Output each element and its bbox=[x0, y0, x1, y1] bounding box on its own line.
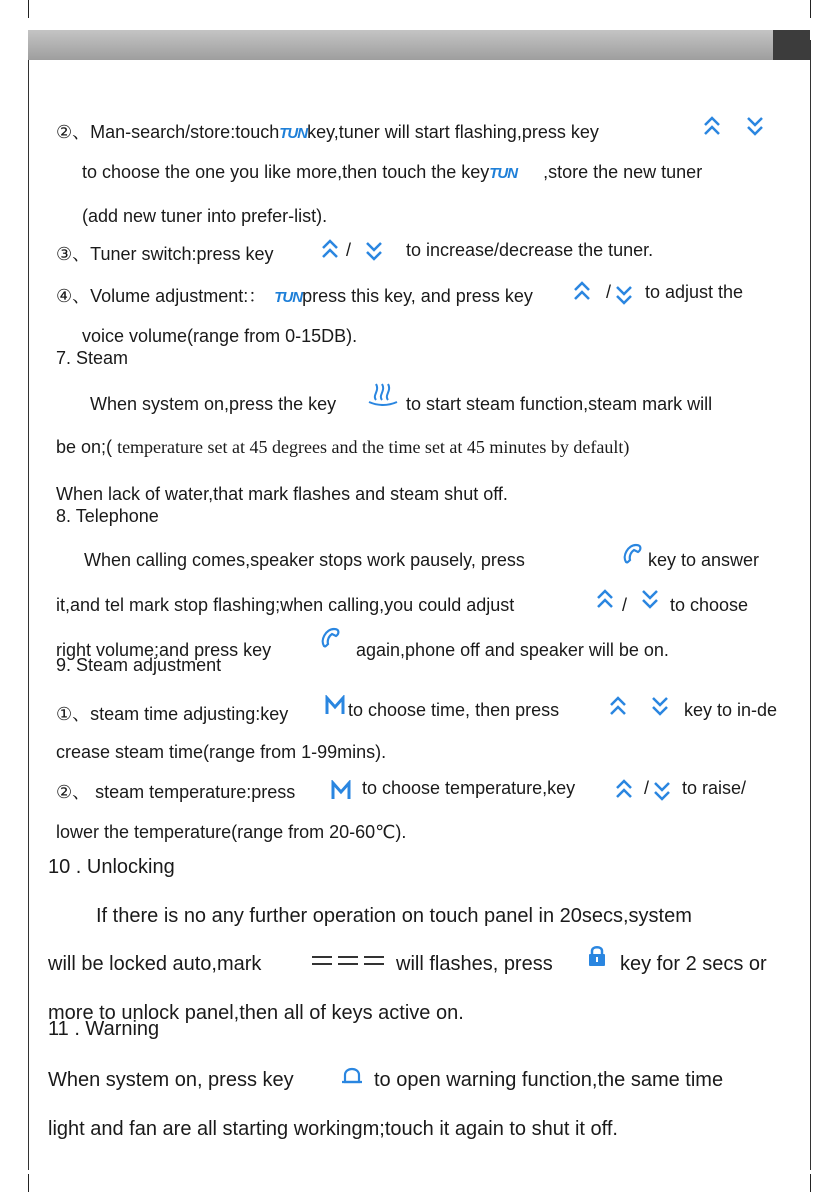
up-arrow-icon bbox=[702, 115, 722, 137]
text-line: lower the temperature(range from 20-60℃). bbox=[56, 822, 407, 842]
text-line: be on;( temperature set at 45 degrees and the time set at 45 minutes by default) bbox=[56, 437, 630, 457]
crop-mark bbox=[810, 1174, 811, 1192]
section-heading: 11 . Warning bbox=[48, 1018, 160, 1040]
text-line: to increase/decrease the tuner. bbox=[406, 240, 654, 260]
text-line: ②、 steam temperature:press bbox=[56, 782, 296, 802]
text-line: key to answer bbox=[648, 550, 760, 570]
text-line: ①、steam time adjusting:key bbox=[56, 704, 289, 724]
up-arrow-icon bbox=[595, 588, 615, 610]
down-arrow-icon bbox=[745, 115, 765, 137]
text-line: to raise/ bbox=[682, 778, 747, 798]
up-arrow-icon bbox=[572, 280, 592, 302]
up-arrow-icon bbox=[614, 778, 634, 800]
down-arrow-icon bbox=[650, 695, 670, 717]
text-line: to choose bbox=[670, 595, 749, 615]
text-line: to open warning function,the same time bbox=[374, 1069, 724, 1091]
text-line: to adjust the bbox=[645, 282, 744, 302]
header-tab bbox=[773, 30, 810, 60]
crop-mark bbox=[810, 0, 811, 18]
down-arrow-icon bbox=[614, 284, 634, 306]
section-heading: 10 . Unlocking bbox=[48, 856, 175, 878]
up-arrow-icon bbox=[320, 238, 340, 260]
section-heading: 7. Steam bbox=[56, 348, 129, 368]
up-arrow-icon bbox=[608, 695, 628, 717]
header-bar bbox=[28, 30, 773, 60]
text-line: again,phone off and speaker will be on. bbox=[356, 640, 669, 660]
text-line: When system on, press key bbox=[48, 1069, 294, 1091]
text-line: will be locked auto,mark bbox=[48, 953, 262, 975]
tun-icon: TUN bbox=[274, 289, 303, 306]
phone-icon bbox=[620, 542, 644, 566]
text-line: to start steam function,steam mark will bbox=[406, 394, 713, 414]
text-line: When lack of water,that mark flashes and steam shut off. bbox=[56, 484, 508, 504]
crop-mark bbox=[28, 1174, 29, 1192]
text-line: more to unlock panel,then all of keys active on. bbox=[48, 1002, 464, 1024]
text-line: ③、Tuner switch:press key bbox=[56, 244, 274, 264]
lock-icon bbox=[586, 944, 608, 968]
tun-icon: TUN bbox=[279, 125, 308, 142]
slash-text: / bbox=[346, 240, 352, 260]
down-arrow-icon bbox=[364, 240, 384, 262]
text-line: will flashes, press bbox=[396, 953, 553, 975]
text-line: ②、Man-search/store:touchTUNkey,tuner will start flashing,press key bbox=[56, 122, 599, 142]
section-heading: 9. Steam adjustment bbox=[56, 655, 222, 675]
margin-rule-left bbox=[28, 40, 29, 1170]
crop-mark bbox=[28, 0, 29, 18]
text-line: crease steam time(range from 1-99mins). bbox=[56, 742, 387, 762]
down-arrow-icon bbox=[640, 588, 660, 610]
m-key-icon bbox=[330, 780, 352, 802]
bell-icon bbox=[340, 1064, 364, 1088]
text-line: light and fan are all starting workingm;touch it again to shut it off. bbox=[48, 1118, 618, 1140]
slash-text: / bbox=[644, 778, 650, 798]
section-heading: 8. Telephone bbox=[56, 506, 159, 526]
text-line: When system on,press the key bbox=[90, 394, 337, 414]
text-line: it,and tel mark stop flashing;when calling,you could adjust bbox=[56, 595, 515, 615]
tun-icon: TUN bbox=[489, 165, 518, 182]
text-line: to choose temperature,key bbox=[362, 778, 576, 798]
text-line: to choose time, then press bbox=[348, 700, 560, 720]
text-line: If there is no any further operation on touch panel in 20secs,system bbox=[96, 905, 692, 927]
text-line: right volume;and press key bbox=[56, 640, 272, 660]
phone-icon bbox=[318, 626, 342, 650]
text-line: When calling comes,speaker stops work pausely, press bbox=[84, 550, 525, 570]
text-line: ④、Volume adjustment:： TUNpress this key, and press key bbox=[56, 286, 533, 306]
margin-rule-right bbox=[810, 40, 811, 1170]
text-line: to choose the one you like more,then touch the keyTUN ,store the new tuner bbox=[82, 162, 703, 182]
steam-icon bbox=[366, 378, 400, 408]
text-line: key to in-de bbox=[684, 700, 778, 720]
text-line: voice volume(range from 0-15DB). bbox=[82, 326, 358, 346]
slash-text: / bbox=[622, 595, 628, 615]
m-key-icon bbox=[324, 695, 346, 717]
slash-text: / bbox=[606, 282, 612, 302]
down-arrow-icon bbox=[652, 780, 672, 802]
lock-mark-icon bbox=[312, 955, 386, 967]
text-line: key for 2 secs or bbox=[620, 953, 767, 975]
text-line: (add new tuner into prefer-list). bbox=[82, 206, 328, 226]
